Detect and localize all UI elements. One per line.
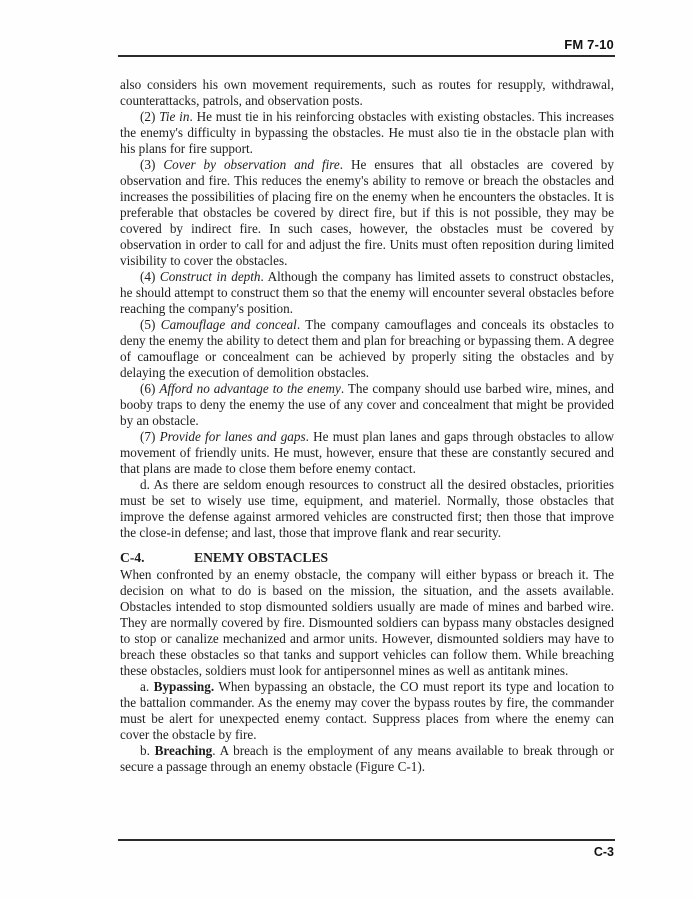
paragraph — [120, 317, 614, 381]
footer-rule — [118, 839, 615, 841]
footer-page-number: C-3 — [593, 845, 614, 859]
text-run: (7) — [140, 429, 160, 444]
text-run: Construct in depth — [159, 269, 261, 284]
paragraph — [120, 269, 614, 317]
text-run: Breaching — [154, 743, 213, 758]
text-run: b. — [140, 743, 155, 758]
paragraph — [120, 157, 614, 269]
text-run: Tie in — [159, 109, 190, 124]
header-rule — [118, 55, 615, 57]
paragraph — [120, 429, 614, 477]
text-run: . He must tie in his reinforcing obstacles with existing obstacles. This increases the enemy's difficulty in bypassing the obstacles. He must also tie in the obstacle plan with his plans for fire support. — [120, 109, 614, 156]
text-run: When bypassing an obstacle, the CO must report its type and location to the battalion commander. As the enemy may cover the bypass routes by fire, the commander must be alert for unexpected enemy contact. Suppress places from where the enemy can cover the obstacle by fire. — [120, 679, 614, 742]
paragraph — [120, 381, 614, 429]
section-heading — [120, 550, 614, 566]
section-number: C-4. — [120, 550, 145, 565]
text-run: When confronted by an enemy obstacle, the company will either bypass or breach it. The decision on what to do is based on the mission, the situation, and the assets available. Obstacles intended to stop dismounted soldiers usually are made of mines and barbed wire. They are normally covered by fire. Dismounted soldiers can bypass many obstacles designed to stop or canalize mechanized and armor units. However, dismounted soldiers may have to breach these obstacles so that tanks and support vehicles can follow them. While breaching these obstacles, soldiers must look for antipersonnel mines as well as antitank mines. — [120, 567, 614, 678]
text-run: (6) — [140, 381, 160, 396]
text-run: (3) — [140, 157, 164, 172]
text-run: . He ensures that all obstacles are covered by observation and fire. This reduces the enemy's ability to remove or breach the obstacles and increases the possibilities of placing fire on the enemy when he encounters the obstacles. It is preferable that obstacles be covered by direct fire, but if this is not possible, they may be covered by indirect fire. In such cases, however, the obstacles must be covered by observation in order to call for and adjust the fire. Units must often reposition during limited visibility to cover the obstacles. — [120, 157, 614, 268]
text-run: Camouflage and conceal — [160, 317, 297, 332]
text-run: . Although the company has limited assets to construct obstacles, he should attempt to construct them so that the enemy will encounter several obstacles before reaching the company's position. — [120, 269, 614, 316]
text-run: (2) — [140, 109, 160, 124]
paragraph — [120, 567, 614, 679]
text-run: . A breach is the employment of any means available to break through or secure a passage through an enemy obstacle (Figure C-1). — [120, 743, 614, 774]
text-run: d. As there are seldom enough resources to construct all the desired obstacles, priorities must be set to wisely use time, equipment, and materiel. Normally, those obstacles that improve the defense against armored vehicles are constructed first; then those that improve the close-in defense; and last, those that improve flank and rear security. — [120, 477, 614, 540]
text-run: Afford no advantage to the enemy — [159, 381, 341, 396]
text-run: Cover by observation and fire — [163, 157, 340, 172]
text-run: Provide for lanes and gaps — [159, 429, 306, 444]
text-run: (5) — [140, 317, 161, 332]
paragraph — [120, 743, 614, 775]
text-run: also considers his own movement requirements, such as routes for resupply, withdrawal, counterattacks, patrols, and observation posts. — [120, 77, 614, 108]
paragraph — [120, 77, 614, 109]
text-run: . He must plan lanes and gaps through obstacles to allow movement of friendly units. He must, however, ensure that these are constantly secured and that plans are made to close them before enemy contact. — [120, 429, 614, 476]
text-run: (4) — [140, 269, 160, 284]
paragraph — [120, 109, 614, 157]
paragraph — [120, 679, 614, 743]
section-title: ENEMY OBSTACLES — [194, 550, 329, 565]
paragraph — [120, 477, 614, 541]
document-body — [120, 77, 614, 775]
text-run: Bypassing. — [153, 679, 215, 694]
text-run: . The company should use barbed wire, mines, and booby traps to deny the enemy the use of any cover and concealment that might be provided by an obstacle. — [120, 381, 614, 428]
header-doc-code: FM 7-10 — [564, 37, 614, 52]
text-run: . The company camouflages and conceals its obstacles to deny the enemy the ability to detect them and plan for breaching or bypassing them. A degree of camouflage or concealment can be achieved by properly siting the obstacles and by delaying the execution of demolition obstacles. — [120, 317, 614, 380]
text-run: a. — [140, 679, 154, 694]
